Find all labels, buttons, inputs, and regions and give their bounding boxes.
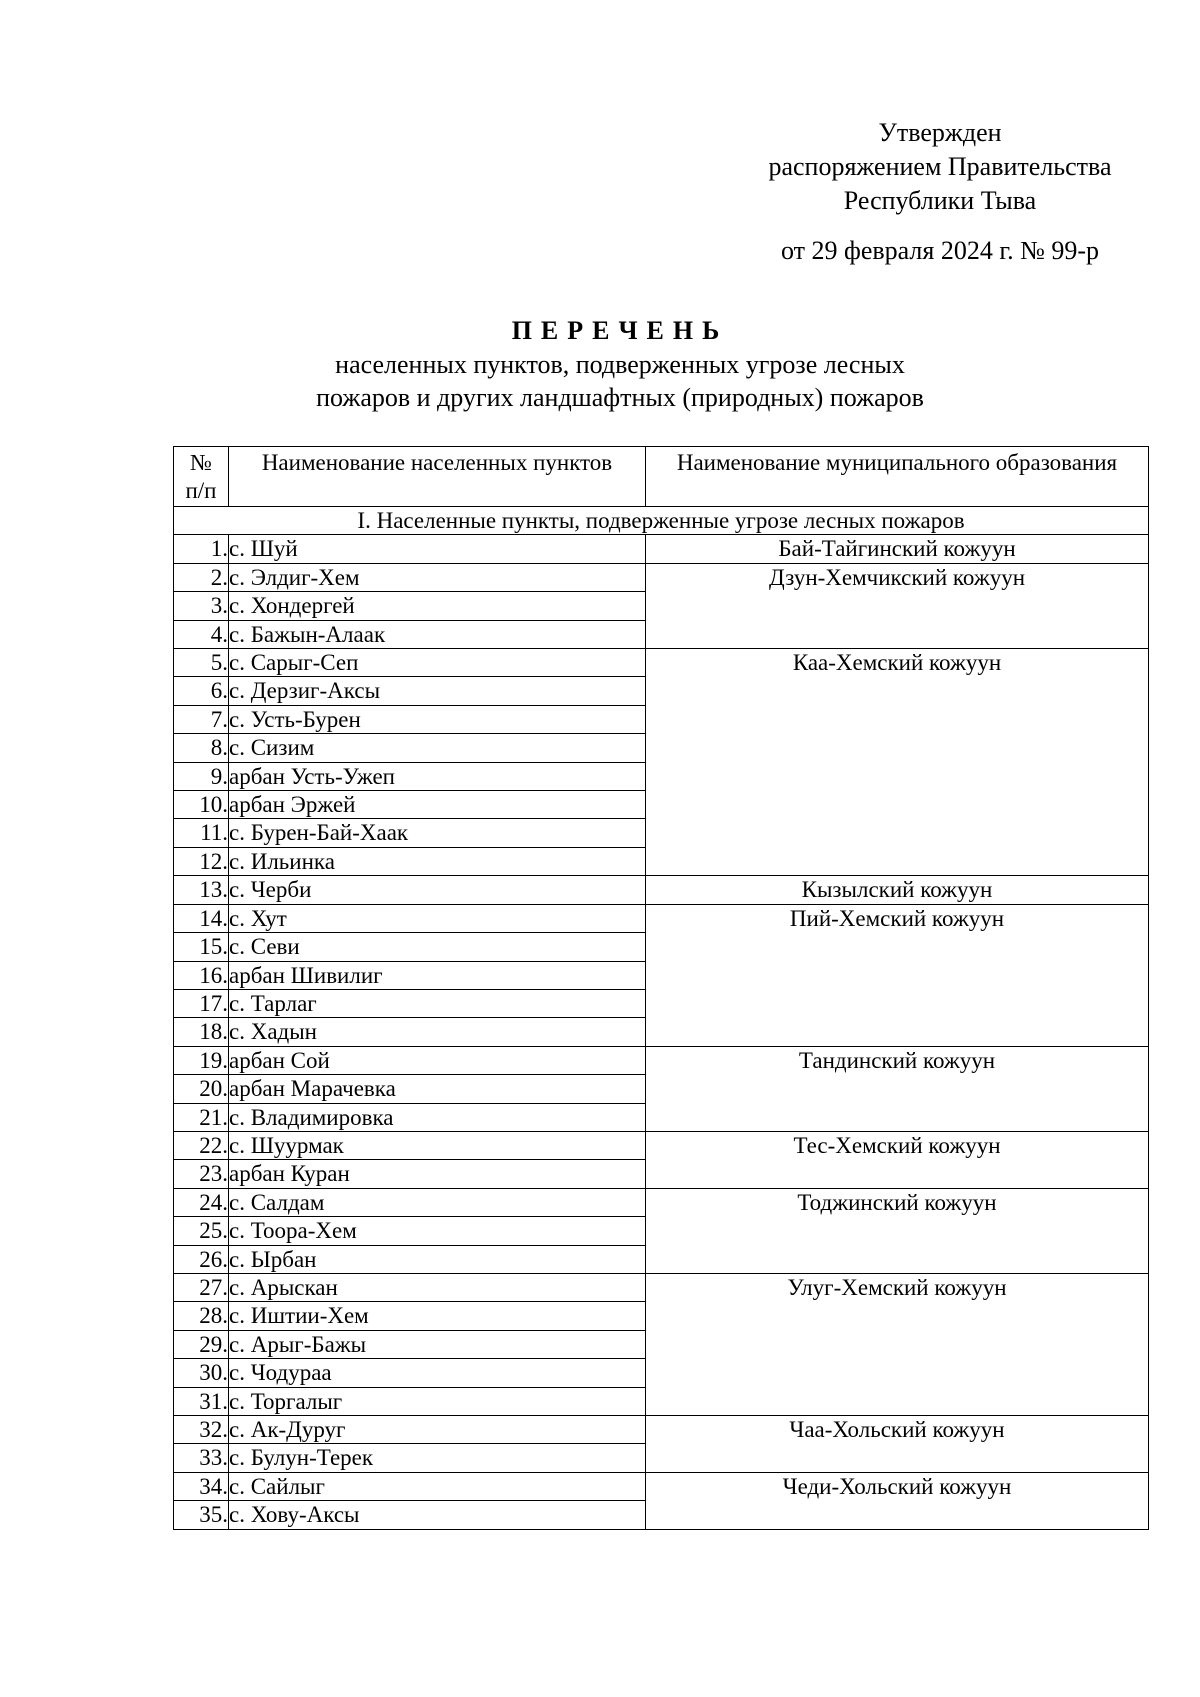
municipality-name: Каа-Хемский кожуун <box>646 649 1149 876</box>
title-main: ПЕРЕЧЕНЬ <box>511 316 729 345</box>
title-subtitle-line-1: населенных пунктов, подверженных угрозе лесных <box>335 350 905 379</box>
row-number: 18. <box>174 1018 229 1046</box>
settlement-name: с. Черби <box>229 876 646 904</box>
row-number: 32. <box>174 1416 229 1444</box>
municipality-name: Тес-Хемский кожуун <box>646 1131 1149 1188</box>
approval-date: от 29 февраля 2024 г. № 99-р <box>780 236 1100 265</box>
row-number: 24. <box>174 1188 229 1216</box>
municipality-name: Пий-Хемский кожуун <box>646 904 1149 1046</box>
settlement-name: с. Булун-Терек <box>229 1444 646 1472</box>
settlement-name: с. Тоора-Хем <box>229 1217 646 1245</box>
row-number: 28. <box>174 1302 229 1330</box>
row-number: 19. <box>174 1046 229 1074</box>
row-number: 23. <box>174 1160 229 1188</box>
settlement-name: с. Хову-Аксы <box>229 1501 646 1529</box>
settlement-name: арбан Усть-Ужеп <box>229 762 646 790</box>
row-number: 35. <box>174 1501 229 1529</box>
municipality-name: Чеди-Хольский кожуун <box>646 1472 1149 1529</box>
municipality-name: Тоджинский кожуун <box>646 1188 1149 1273</box>
header-number-symbol: № <box>190 450 212 475</box>
row-number: 17. <box>174 989 229 1017</box>
settlement-name: с. Сизим <box>229 734 646 762</box>
row-number: 26. <box>174 1245 229 1273</box>
approval-line-approved: Утвержден <box>878 118 1002 147</box>
settlement-name: арбан Шивилиг <box>229 961 646 989</box>
settlement-name: с. Элдиг-Хем <box>229 563 646 591</box>
section-row <box>174 507 1149 535</box>
approval-line-order: распоряжением Правительства <box>768 152 1112 181</box>
settlement-name: с. Иштии-Хем <box>229 1302 646 1330</box>
settlement-name: с. Усть-Бурен <box>229 705 646 733</box>
settlement-name: с. Владимировка <box>229 1103 646 1131</box>
table-row <box>174 649 1149 677</box>
header-number <box>174 447 229 507</box>
row-number: 33. <box>174 1444 229 1472</box>
settlement-name: с. Севи <box>229 933 646 961</box>
row-number: 29. <box>174 1330 229 1358</box>
header-municipality: Наименование муниципального образования <box>646 447 1149 507</box>
settlement-name: с. Хадын <box>229 1018 646 1046</box>
row-number: 16. <box>174 961 229 989</box>
row-number: 7. <box>174 705 229 733</box>
row-number: 31. <box>174 1387 229 1415</box>
row-number: 3. <box>174 592 229 620</box>
row-number: 5. <box>174 649 229 677</box>
title-subtitle-line-2: пожаров и других ландшафтных (природных) пожаров <box>316 383 924 412</box>
settlement-name: с. Сарыг-Сеп <box>229 649 646 677</box>
table-row <box>174 1273 1149 1301</box>
settlement-name: с. Хут <box>229 904 646 932</box>
settlement-name: арбан Эржей <box>229 791 646 819</box>
approval-stamp <box>700 116 1180 268</box>
settlement-name: с. Шуурмак <box>229 1131 646 1159</box>
row-number: 9. <box>174 762 229 790</box>
settlement-name: арбан Сой <box>229 1046 646 1074</box>
municipality-name: Улуг-Хемский кожуун <box>646 1273 1149 1415</box>
settlements-table <box>173 446 1149 1530</box>
header-number-abbr: п/п <box>185 478 217 503</box>
municipality-name: Кызылский кожуун <box>646 876 1149 904</box>
row-number: 34. <box>174 1472 229 1500</box>
row-number: 4. <box>174 620 229 648</box>
table-row <box>174 563 1149 591</box>
settlement-name: с. Дерзиг-Аксы <box>229 677 646 705</box>
table-row <box>174 1416 1149 1444</box>
table-row <box>174 535 1149 563</box>
municipality-name: Чаа-Хольский кожуун <box>646 1416 1149 1473</box>
approval-line-republic: Республики Тыва <box>843 186 1037 215</box>
row-number: 12. <box>174 847 229 875</box>
table-header-row <box>174 447 1149 507</box>
settlement-name: с. Бажын-Алаак <box>229 620 646 648</box>
table-body <box>174 507 1149 1530</box>
document-title <box>170 314 1070 414</box>
settlement-name: с. Бурен-Бай-Хаак <box>229 819 646 847</box>
row-number: 2. <box>174 563 229 591</box>
row-number: 13. <box>174 876 229 904</box>
row-number: 30. <box>174 1359 229 1387</box>
row-number: 25. <box>174 1217 229 1245</box>
header-settlement-name: Наименование населенных пунктов <box>229 447 646 507</box>
row-number: 15. <box>174 933 229 961</box>
table-row <box>174 1131 1149 1159</box>
settlement-name: с. Ильинка <box>229 847 646 875</box>
settlement-name: арбан Марачевка <box>229 1075 646 1103</box>
table-row <box>174 1188 1149 1216</box>
row-number: 14. <box>174 904 229 932</box>
settlement-name: с. Арыскан <box>229 1273 646 1301</box>
settlement-name: с. Ырбан <box>229 1245 646 1273</box>
row-number: 11. <box>174 819 229 847</box>
municipality-name: Тандинский кожуун <box>646 1046 1149 1131</box>
row-number: 27. <box>174 1273 229 1301</box>
settlement-name: арбан Куран <box>229 1160 646 1188</box>
settlement-name: с. Тарлаг <box>229 989 646 1017</box>
row-number: 6. <box>174 677 229 705</box>
section-title: I. Населенные пункты, подверженные угрозе лесных пожаров <box>174 507 1149 535</box>
settlement-name: с. Чодураа <box>229 1359 646 1387</box>
row-number: 22. <box>174 1131 229 1159</box>
municipality-name: Бай-Тайгинский кожуун <box>646 535 1149 563</box>
row-number: 20. <box>174 1075 229 1103</box>
settlement-name: с. Ак-Дуруг <box>229 1416 646 1444</box>
table-row <box>174 1472 1149 1500</box>
table-row <box>174 904 1149 932</box>
table-row <box>174 876 1149 904</box>
row-number: 21. <box>174 1103 229 1131</box>
row-number: 1. <box>174 535 229 563</box>
settlement-name: с. Арыг-Бажы <box>229 1330 646 1358</box>
settlement-name: с. Хондергей <box>229 592 646 620</box>
settlement-name: с. Шуй <box>229 535 646 563</box>
settlement-name: с. Салдам <box>229 1188 646 1216</box>
table-row <box>174 1046 1149 1074</box>
settlement-name: с. Сайлыг <box>229 1472 646 1500</box>
row-number: 8. <box>174 734 229 762</box>
settlement-name: с. Торгалыг <box>229 1387 646 1415</box>
municipality-name: Дзун-Хемчикский кожуун <box>646 563 1149 648</box>
row-number: 10. <box>174 791 229 819</box>
